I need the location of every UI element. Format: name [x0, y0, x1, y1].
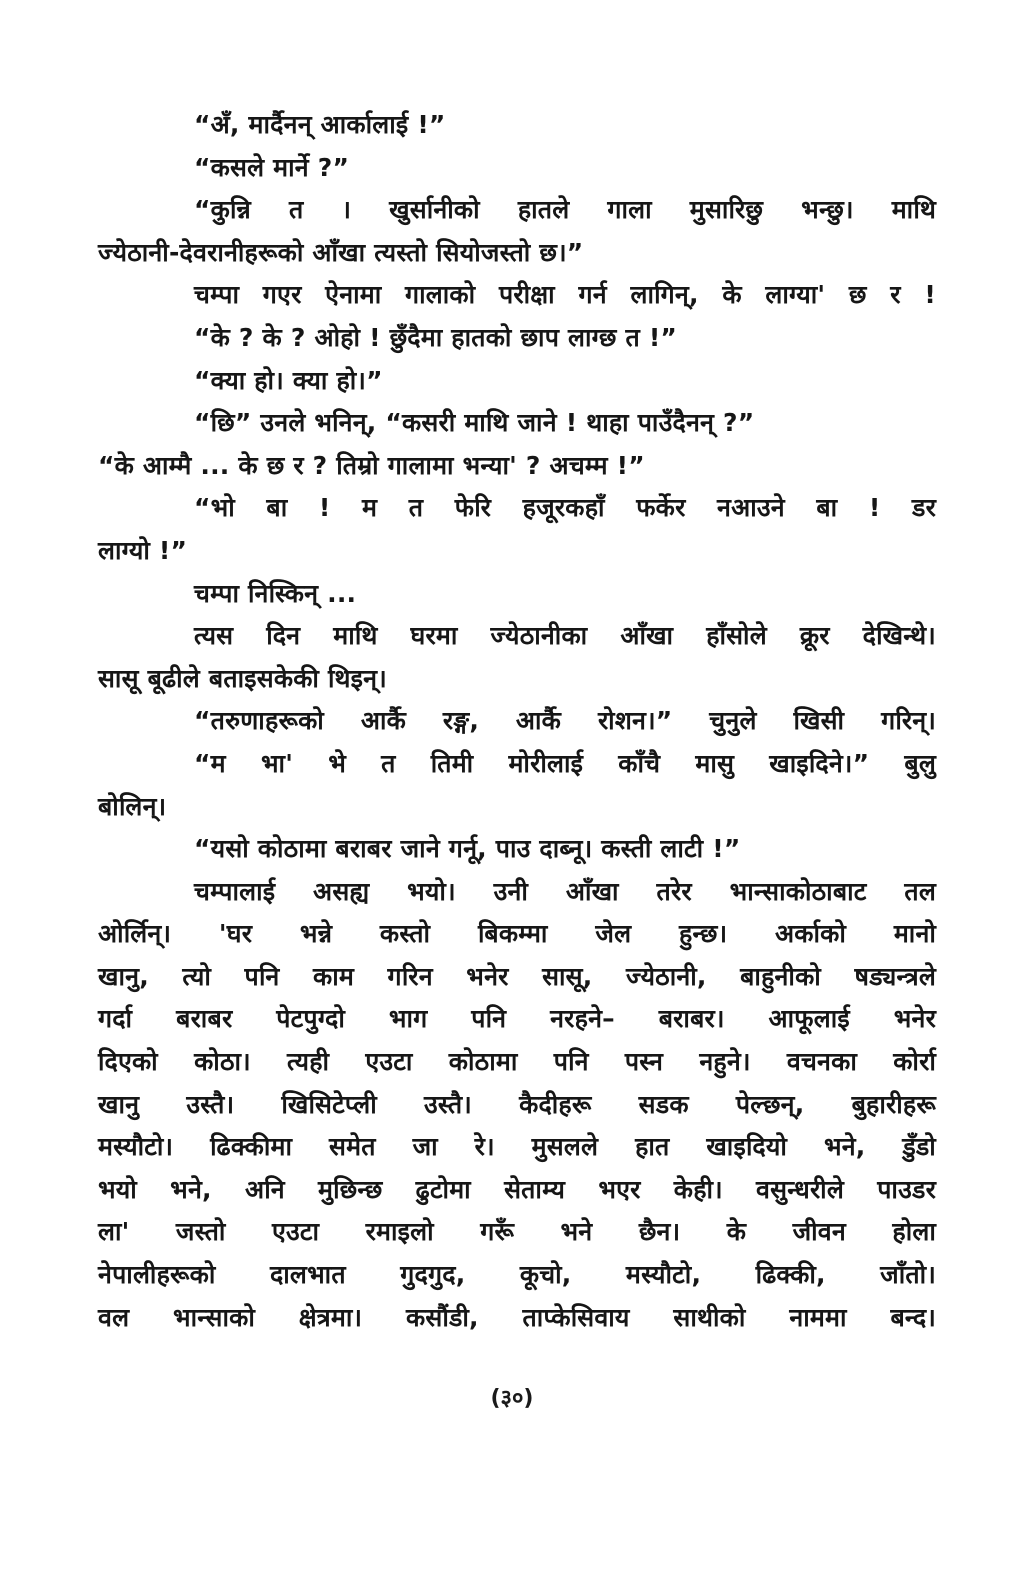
text-line: मस्यौटो। ढिक्कीमा समेत जा रे। मुसलले हात खाइदियो भने, डुँडो: [98, 1132, 936, 1162]
text-line: “यसो कोठामा बराबर जाने गर्नू, पाउ दाब्नू। कस्ती लाटी !”: [194, 834, 741, 864]
text-line: ला' जस्तो एउटा रमाइलो गरूँ भने छैन। के जीवन होला: [98, 1217, 936, 1247]
text-line: “कुन्नि त । खुर्सानीको हातले गाला मुसारिछु भन्छु। माथि: [194, 195, 936, 225]
text-line: “तरुणाहरूको आर्कै रङ्ग, आर्कै रोशन।” चुनुले खिसी गरिन्।: [194, 706, 936, 736]
text-line: नेपालीहरूको दालभात गुदगुद, कूचो, मस्यौटो, ढिक्की, जाँतो।: [98, 1260, 936, 1290]
text-line: चम्पा निस्किन् ...: [194, 578, 357, 608]
text-line: “क्या हो। क्या हो।”: [194, 365, 383, 395]
text-line: भयो भने, अनि मुछिन्छ ढुटोमा सेताम्य भएर केही। वसुन्धरीले पाउडर: [98, 1174, 936, 1204]
text-line: “म भा' भे त तिमी मोरीलाई काँचै मासु खाइदिने।” बुलु: [194, 748, 936, 778]
text-line: खानु उस्तै। खिसिटेप्ली उस्तै। कैदीहरू सडक पेल्छन्, बुहारीहरू: [98, 1089, 936, 1119]
text-line: सासू बूढीले बताइसकेकी थिइन्।: [98, 663, 387, 693]
body-text: [98, 104, 936, 1339]
text-line: चम्पा गएर ऐनामा गालाको परीक्षा गर्न लागिन्, के लाग्या' छ र !: [194, 280, 936, 310]
page-number: (३०): [490, 1386, 534, 1411]
text-line: “भो बा ! म त फेरि हजूरकहाँ फर्केर नआउने बा ! डर: [194, 493, 936, 523]
text-line: गर्दा बराबर पेटपुग्दो भाग पनि नरहने– बराबर। आफूलाई भनेर: [98, 1004, 936, 1034]
text-line: “के आम्मै ... के छ र ? तिम्रो गालामा भन्या' ? अचम्म !”: [98, 450, 645, 480]
text-line: दिएको कोठा। त्यही एउटा कोठामा पनि पस्न नहुने। वचनका कोर्रा: [98, 1047, 937, 1077]
text-line: बोलिन्।: [98, 791, 167, 821]
text-line: “कसले मार्ने ?”: [194, 152, 350, 182]
text-line: खानु, त्यो पनि काम गरिन भनेर सासू, ज्येठानी, बाहुनीको षड्यन्त्रले: [98, 961, 936, 991]
text-line: “छि” उनले भनिन्, “कसरी माथि जाने ! थाहा पाउँदैनन् ?”: [194, 408, 755, 438]
text-line: ज्येठानी-देवरानीहरूको आँखा त्यस्तो सियोजस्तो छ।”: [98, 237, 584, 267]
text-line: त्यस दिन माथि घरमा ज्येठानीका आँखा हाँसोले क्रूर देखिन्थे।: [194, 621, 936, 651]
text-line: चम्पालाई असह्य भयो। उनी आँखा तरेर भान्साकोठाबाट तल: [194, 876, 936, 906]
text-line: “अँ, मार्दैनन् आर्कालाई !”: [194, 110, 446, 139]
text-line: “के ? के ? ओहो ! छुँदैमा हातको छाप लाग्छ त !”: [194, 322, 678, 352]
text-line: वल भान्साको क्षेत्रमा। कसौंडी, ताप्केसिवाय साथीको नाममा बन्द।: [98, 1302, 936, 1332]
text-line: ओर्लिन्। 'घर भन्ने कस्तो बिकम्मा जेल हुन्छ। अर्काको मानो: [98, 919, 936, 949]
text-line: लाग्यो !”: [98, 535, 188, 565]
